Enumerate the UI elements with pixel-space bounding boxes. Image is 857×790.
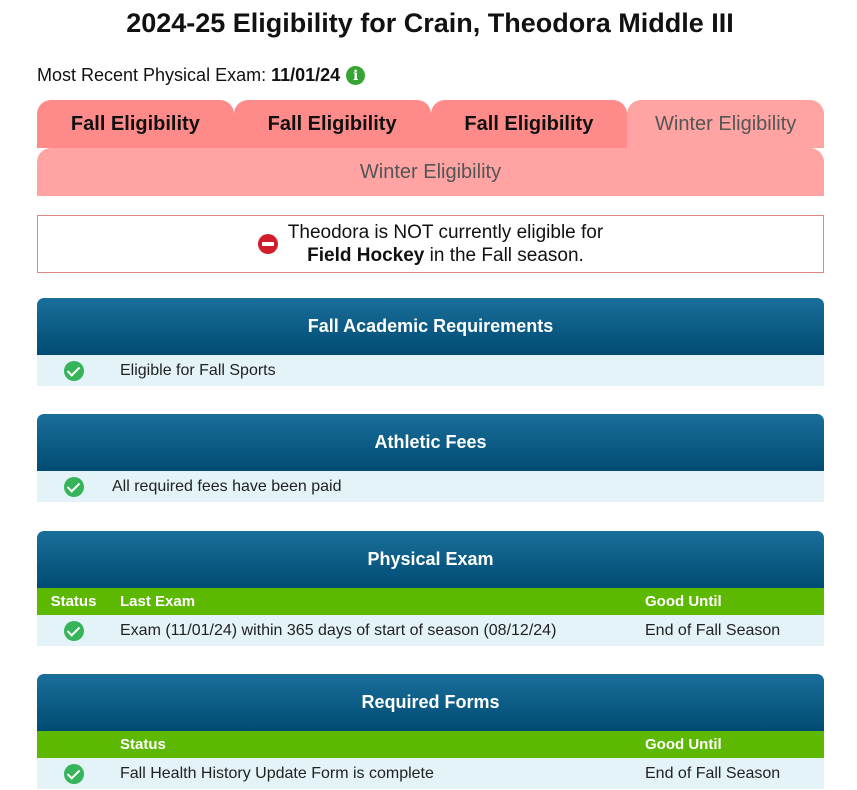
- required-forms-section: [37, 674, 824, 789]
- required-forms-section-title: Required Forms: [37, 674, 824, 731]
- tab-fall-eligibility-2[interactable]: Fall Eligibility: [234, 100, 431, 148]
- check-icon: [64, 477, 84, 497]
- required-forms-row: [37, 758, 824, 789]
- academic-section: [37, 298, 824, 386]
- info-icon[interactable]: i: [346, 66, 365, 85]
- alert-message: [288, 221, 603, 267]
- physical-exam-label: Most Recent Physical Exam:: [37, 65, 267, 85]
- physical-exam-date: 11/01/24: [271, 65, 341, 85]
- physical-exam-header-row: [37, 588, 824, 615]
- physical-exam-good-until: End of Fall Season: [645, 621, 781, 639]
- required-form-status: Fall Health History Update Form is complete: [120, 764, 434, 782]
- academic-section-title: Fall Academic Requirements: [37, 298, 824, 355]
- fees-row: [37, 471, 824, 502]
- academic-row: [37, 355, 824, 386]
- tab-winter-eligibility-2[interactable]: Winter Eligibility: [37, 148, 824, 196]
- alert-line-1: Theodora is NOT currently eligible for: [287, 222, 604, 243]
- check-icon: [64, 621, 84, 641]
- page-title: 2024-25 Eligibility for Crain, Theodora Middle III: [126, 8, 734, 38]
- col-good-until: Good Until: [645, 593, 722, 610]
- eligibility-tabs: [37, 100, 824, 148]
- physical-exam-row: [37, 615, 824, 646]
- physical-exam-section: [37, 531, 824, 646]
- col-status: Status: [120, 736, 166, 753]
- col-last-exam: Last Exam: [120, 593, 196, 610]
- required-form-good-until: End of Fall Season: [645, 764, 781, 782]
- tab-fall-eligibility-3[interactable]: Fall Eligibility: [431, 100, 628, 148]
- tab-winter-eligibility-1[interactable]: Winter Eligibility: [627, 100, 824, 148]
- alert-line-2: [288, 244, 603, 267]
- col-good-until: Good Until: [645, 736, 722, 753]
- alert-line-2-rest: in the Fall season.: [424, 245, 584, 266]
- check-icon: [64, 764, 84, 784]
- eligibility-alert: [37, 215, 824, 273]
- tab-fall-eligibility-1[interactable]: Fall Eligibility: [37, 100, 234, 148]
- alert-sport: Field Hockey: [307, 245, 425, 266]
- required-forms-header-row: [37, 731, 824, 758]
- no-entry-icon: [258, 234, 278, 254]
- fees-row-text: All required fees have been paid: [112, 477, 342, 495]
- physical-exam-last-exam: Exam (11/01/24) within 365 days of start of season (08/12/24): [120, 621, 557, 639]
- physical-exam-section-title: Physical Exam: [37, 531, 824, 588]
- fees-section-title: Athletic Fees: [37, 414, 824, 471]
- check-icon: [64, 361, 84, 381]
- col-status: Status: [50, 593, 97, 610]
- academic-row-text: Eligible for Fall Sports: [120, 361, 276, 379]
- fees-section: [37, 414, 824, 502]
- physical-exam-line: [37, 65, 365, 86]
